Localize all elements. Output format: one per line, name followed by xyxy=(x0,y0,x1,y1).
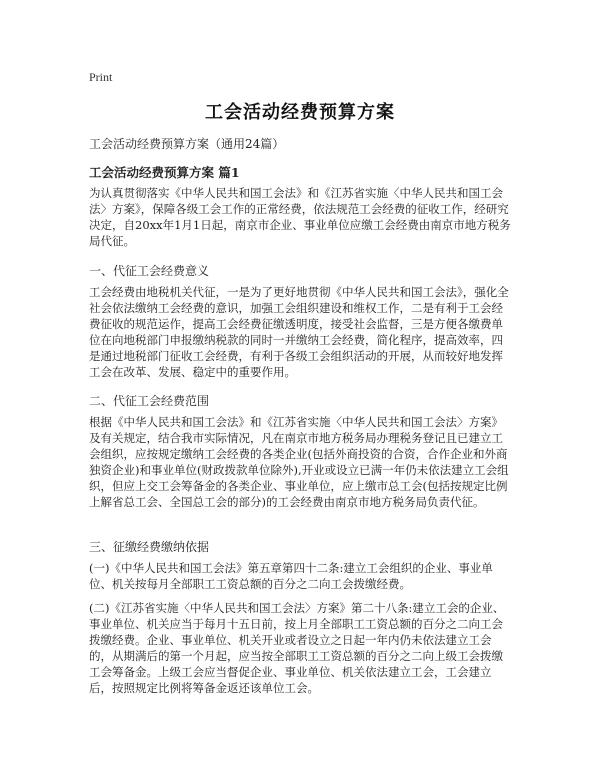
paragraph-basis-1: (一)《中华人民共和国工会法》第五章第四十二条:建立工会组织的企业、事业单位、机关按每月全部职工工资总额的百分之二向工会拨缴经费。 xyxy=(89,561,493,591)
paragraph-significance: 工会经费由地税机关代征，一是为了更好地贯彻《中华人民共和国工会法》，强化全社会依法缴纳工会经费的意识，加强工会组织建设和维权工作，二是有利于工会经费征收的规范运作，提高工会经费征缴透明度，接受社会监督，三是方便各缴费单位在向地税部门申报缴纳税款的同时一并缴纳工会经费，简化程序，提高效率，四是通过地税部门征收工会经费，有利于各级工会组织活动的开展，从而较好地发挥工会在改革、发展、稳定中的重要作用。 xyxy=(89,285,509,379)
heading-scope: 二、代征工会经费范围 xyxy=(89,394,210,408)
heading-significance: 一、代征工会经费意义 xyxy=(89,264,210,278)
paragraph-scope: 根据《中华人民共和国工会法》和《江苏省实施〈中华人民共和国工会法〉方案》及有关规定，结合我市实际情况，凡在南京市地方税务局办理税务登记且已建立工会组织，应按规定缴纳工会经费的各类企业(包括外商投资的合资，合作企业和外商独资企业)和事业单位(财政拨款单位除外),开业或设立已满一年仍未依法建立工会组织，但应上交工会筹备金的各类企业、事业单位，应上缴市总工会(包括按规定比例上解省总工会、全国总工会的部分)的工会经费由南京市地方税务局负责代征。 xyxy=(89,415,509,509)
intro-paragraph: 为认真贯彻落实《中华人民共和国工会法》和《江苏省实施〈中华人民共和国工会法〉方案》，保障各级工会工作的正常经费，依法规范工会经费的征收工作，经研究决定，自20xx年1月1日起，南京市企业、事业单位应缴工会经费由南京市地方税务局代征。 xyxy=(89,186,511,248)
print-link[interactable]: Print xyxy=(89,70,113,84)
heading-basis: 三、征缴经费缴纳依据 xyxy=(89,540,210,554)
section-title: 工会活动经费预算方案 篇1 xyxy=(89,165,240,180)
document-subtitle: 工会活动经费预算方案（通用24篇） xyxy=(89,137,285,151)
paragraph-basis-2: (二)《江苏省实施〈中华人民共和国工会法〉方案》第二十八条:建立工会的企业、事业单位、机关应当于每月十五日前，按上月全部职工工资总额的百分之二向工会拨缴经费。企业、事业单位、机关开业或者设立之日起一年内仍未依法建立工会的，从期满后的第一个月起，应当按全部职工工资总额的百分之二向上级工会拨缴工会筹备金。上级工会应当督促企业、事业单位、机关依法建立工会，工会建立后，按照规定比例将筹备金返还该单位工会。 xyxy=(89,601,505,695)
page-title: 工会活动经费预算方案 xyxy=(205,102,395,123)
